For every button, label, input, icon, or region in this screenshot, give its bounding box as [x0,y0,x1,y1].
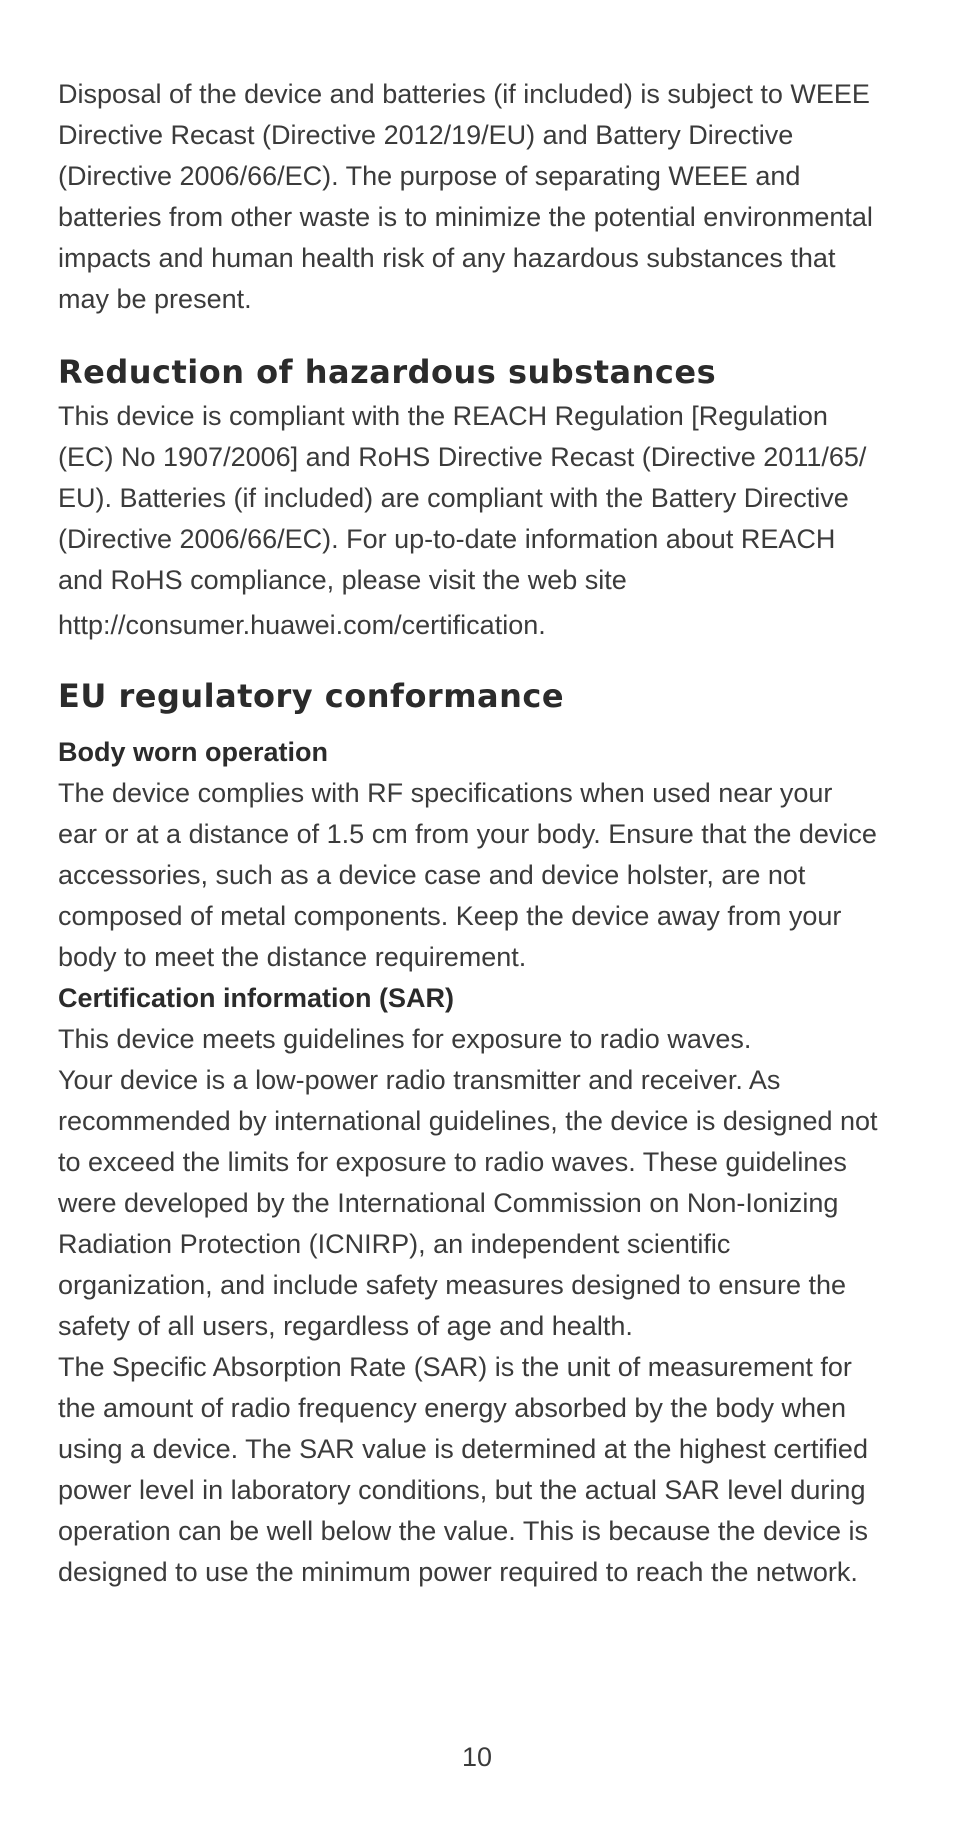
body-worn-paragraph: The device complies with RF specifications when used near your ear or at a distance of 1.5 cm from your body. Ensure that the device accessories, such as a device case and device holster, are not composed of metal components. Keep the device away from your body to meet the distance requirement. [58,778,877,972]
reduction-paragraph: This device is compliant with the REACH Regulation [Regulation (EC) No 1907/2006] and RoHS Directive Recast (Directive 2011/65/ EU). Batteries (if included) are compliant with the Battery Directive (Directive 2006/66/EC). For up-to-date information about REACH and RoHS compliance, please visit the web site [58,401,867,595]
reduction-heading: Reduction of hazardous substances [58,353,717,391]
document-page [58,74,878,1593]
body-worn-heading: Body worn operation [58,737,328,767]
certification-link[interactable]: http://consumer.huawei.com/certification. [58,610,546,640]
intro-paragraph: Disposal of the device and batteries (if included) is subject to WEEE Directive Recast (Directive 2012/19/EU) and Battery Directive (Directive 2006/66/EC). The purpose of separating WEEE and batteries from other waste is to minimize the potential environmental impacts and human health risk of any hazardous substances that may be present. [58,79,873,314]
certification-paragraph-1: This device meets guidelines for exposure to radio waves. [58,1024,752,1054]
certification-paragraph-3: The Specific Absorption Rate (SAR) is the unit of measurement for the amount of radio frequency energy absorbed by the body when using a device. The SAR value is determined at the highest certified power level in laboratory conditions, but the actual SAR level during operation can be well below the value. This is because the device is designed to use the minimum power required to reach the network. [58,1352,868,1587]
certification-heading: Certification information (SAR) [58,983,454,1013]
eu-heading: EU regulatory conformance [58,677,565,715]
page-number: 10 [461,1742,493,1772]
certification-paragraph-2: Your device is a low-power radio transmitter and receiver. As recommended by international guidelines, the device is designed not to exceed the limits for exposure to radio waves. These guidelines were developed by the International Commission on Non-Ionizing Radiation Protection (ICNIRP), an independent scientific organization, and include safety measures designed to ensure the safety of all users, regardless of age and health. [58,1065,878,1341]
